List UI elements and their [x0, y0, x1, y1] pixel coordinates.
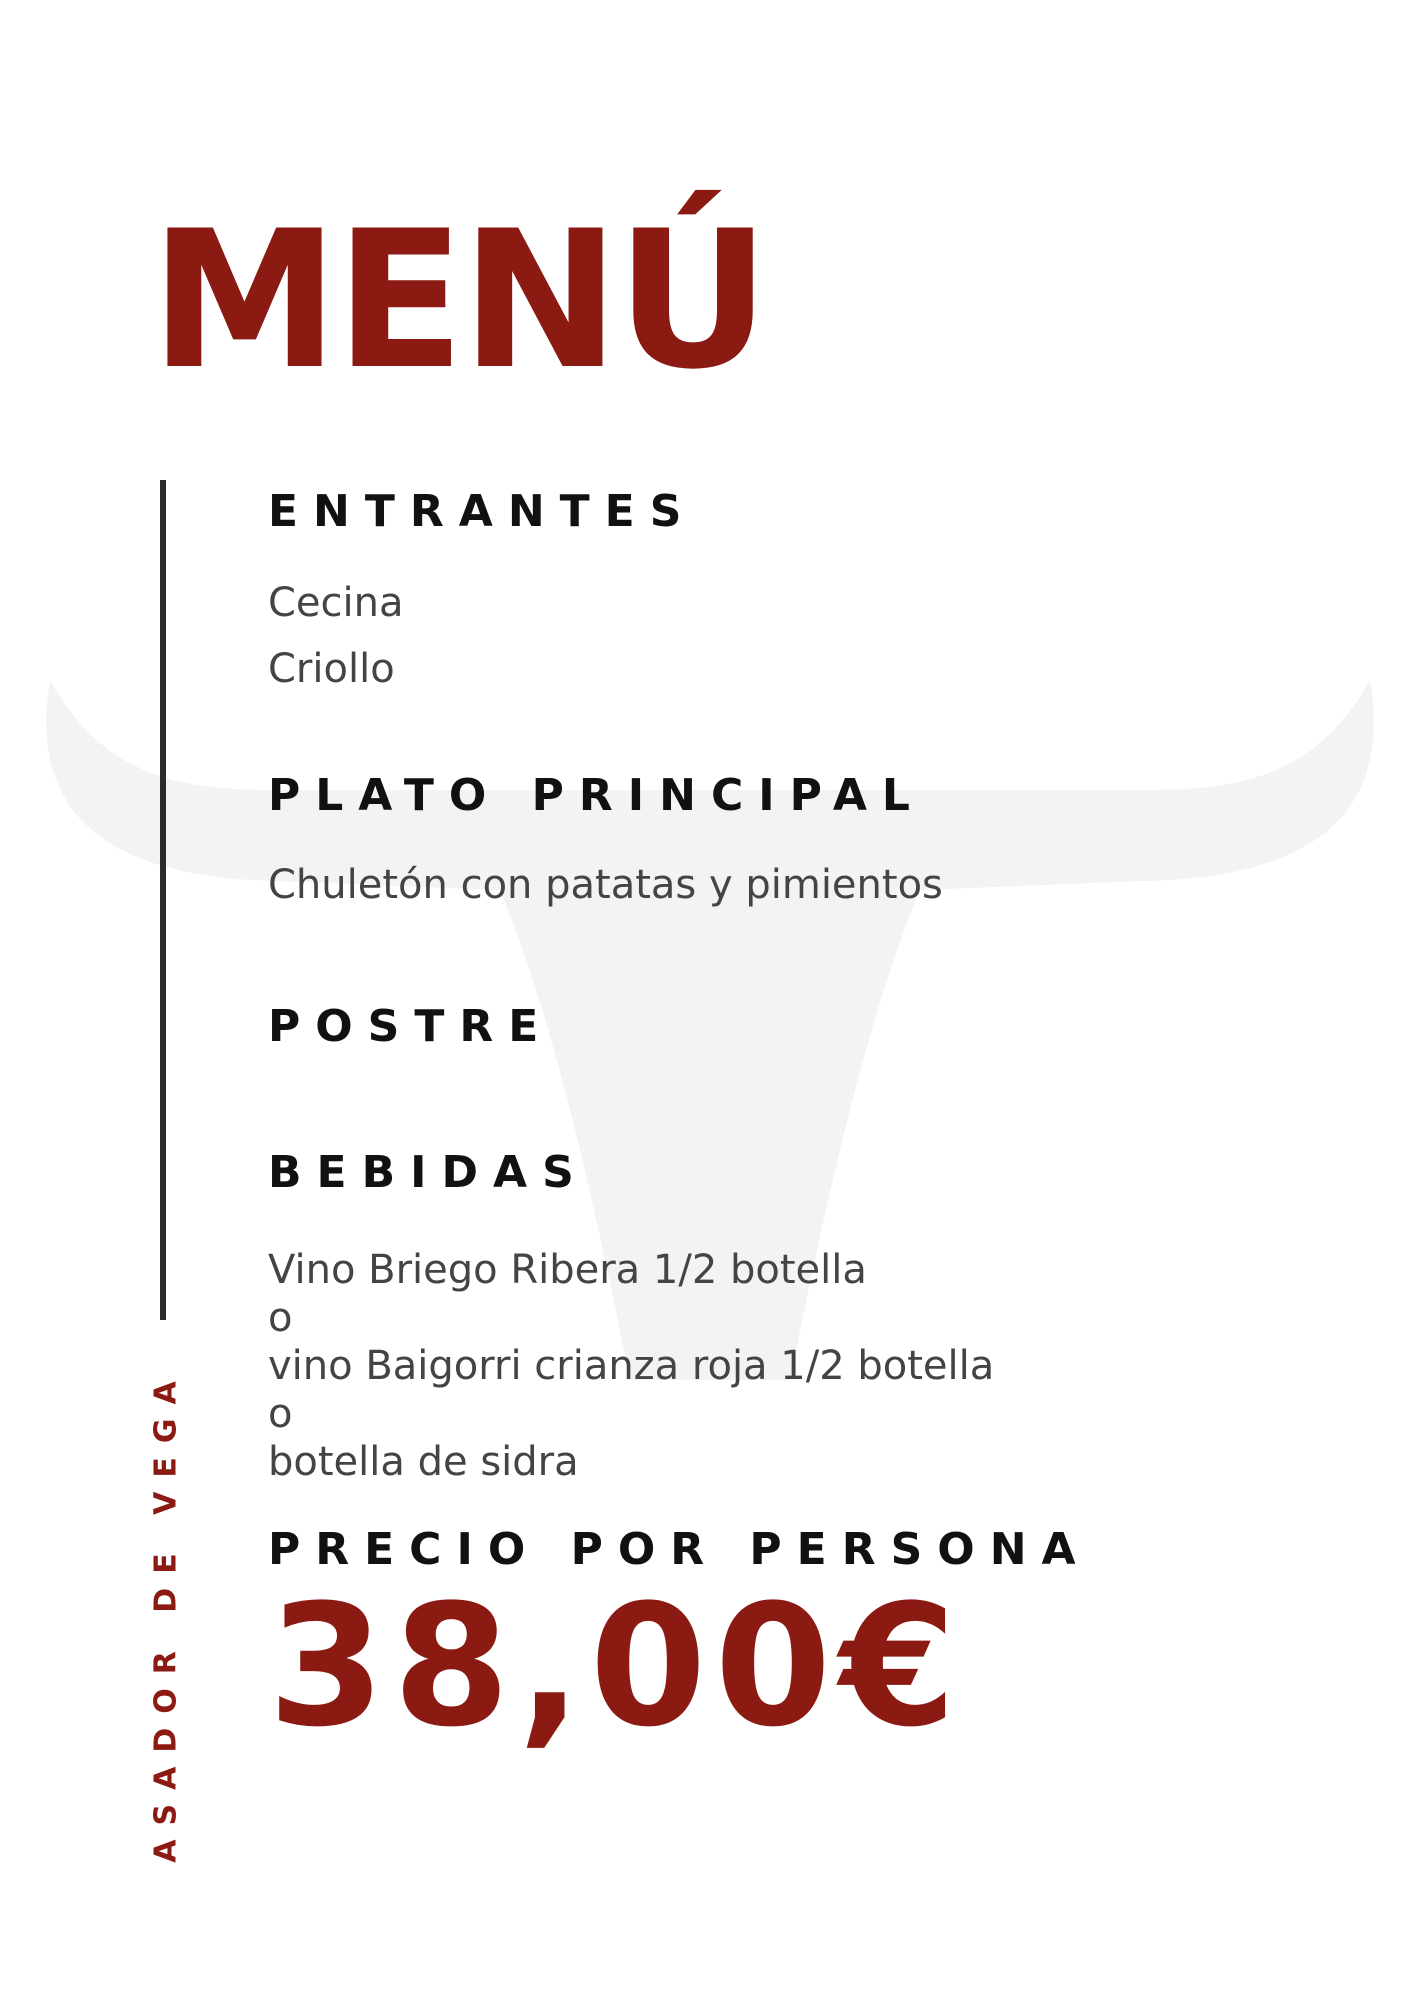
- price-value: 38,00€: [268, 1568, 965, 1764]
- drink-separator: o: [268, 1391, 293, 1437]
- menu-item-criollo: Criollo: [268, 646, 395, 692]
- menu-item-chuleton: Chuletón con patatas y pimientos: [268, 862, 943, 908]
- page-title: MENÚ: [150, 190, 767, 411]
- section-title-entrantes: ENTRANTES: [268, 486, 697, 537]
- section-title-plato-principal: PLATO PRINCIPAL: [268, 770, 925, 821]
- vertical-divider: [160, 480, 166, 1320]
- price-label: PRECIO POR PERSONA: [268, 1524, 1091, 1575]
- drink-option-baigorri: vino Baigorri crianza roja 1/2 botella: [268, 1343, 995, 1389]
- section-title-bebidas: BEBIDAS: [268, 1147, 589, 1198]
- menu-item-cecina: Cecina: [268, 580, 404, 626]
- section-title-postre: POSTRE: [268, 1001, 554, 1052]
- drink-option-briego: Vino Briego Ribera 1/2 botella: [268, 1247, 867, 1293]
- drink-option-sidra: botella de sidra: [268, 1439, 579, 1485]
- brand-name: ASADOR DE VEGA: [148, 1367, 184, 1863]
- drink-separator: o: [268, 1295, 293, 1341]
